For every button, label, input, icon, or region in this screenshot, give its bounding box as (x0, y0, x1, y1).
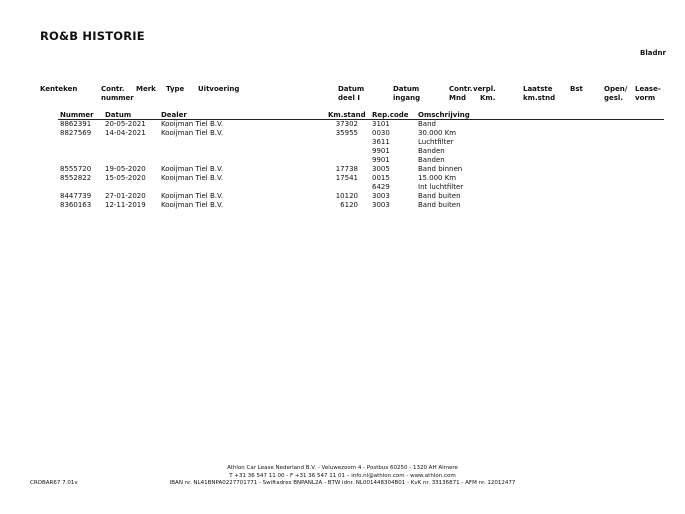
cell-repcode: 3101 (372, 120, 390, 128)
cell-omschrijving: Banden (418, 156, 445, 164)
header-merk: Merk (136, 85, 156, 93)
header-datum-ingang-line2: ingang (393, 94, 421, 102)
cell-dealer: Kooijman Tiel B.V. (161, 165, 224, 173)
cell-datum: 14-04-2021 (105, 129, 146, 137)
subheader-kmstand: Km.stand (328, 111, 366, 119)
cell-omschrijving: 15.000 Km (418, 174, 457, 182)
cell-dealer: Kooijman Tiel B.V. (161, 201, 224, 209)
cell-omschrijving: Band buiten (418, 192, 461, 200)
cell-kmstand: 10120 (335, 192, 358, 200)
cell-nummer: 8360163 (60, 201, 92, 209)
cell-dealer: Kooijman Tiel B.V. (161, 129, 224, 137)
header-laatste-line1: Laatste (523, 85, 553, 93)
cell-kmstand: 17738 (335, 165, 358, 173)
header-bst: Bst (570, 85, 583, 93)
cell-nummer: 8555720 (60, 165, 92, 173)
cell-repcode: 9901 (372, 147, 390, 155)
header-laatste-line2: km.stnd (523, 94, 556, 102)
cell-repcode: 0030 (372, 129, 390, 137)
cell-kmstand: 35955 (335, 129, 358, 137)
cell-omschrijving: Band (418, 120, 436, 128)
header-datum-deel-line1: Datum (338, 85, 365, 93)
cell-nummer: 8447739 (60, 192, 92, 200)
header-type: Type (166, 85, 185, 93)
cell-datum: 12-11-2019 (105, 201, 146, 209)
cell-repcode: 3003 (372, 192, 390, 200)
header-open-line2: gesl. (604, 94, 623, 102)
header-laatste-kmstnd (523, 85, 555, 103)
footer-address: Athlon Car Lease Nederland B.V. - Veluwezoom 4 - Postbus 60250 - 1320 AH Almere (227, 465, 458, 471)
header-contr-mnd-line2: Mnd (449, 94, 466, 102)
cell-omschrijving: Int luchtfilter (418, 183, 464, 191)
cell-omschrijving: Luchtfilter (418, 138, 454, 146)
header-contr-nummer-line1: Contr. (101, 85, 125, 93)
cell-kmstand: 17541 (335, 174, 358, 182)
header-contr-mnd-line1: Contr. (449, 85, 473, 93)
cell-repcode: 3003 (372, 201, 390, 209)
cell-dealer: Kooijman Tiel B.V. (161, 174, 224, 182)
subheader-datum: Datum (105, 111, 132, 119)
header-datum-deel (338, 85, 364, 103)
cell-omschrijving: 30.000 Km (418, 129, 457, 137)
cell-repcode: 3611 (372, 138, 390, 146)
cell-repcode: 9901 (372, 156, 390, 164)
header-datum-deel-line2: deel I (338, 94, 360, 102)
header-contr-nummer-line2: nummer (101, 94, 134, 102)
subheader-dealer: Dealer (161, 111, 187, 119)
cell-repcode: 3005 (372, 165, 390, 173)
cell-datum: 20-05-2021 (105, 120, 146, 128)
cell-nummer: 8862391 (60, 120, 92, 128)
page-title: RO&B HISTORIE (40, 29, 145, 43)
header-lease-line2: vorm (635, 94, 656, 102)
cell-nummer: 8827569 (60, 129, 92, 137)
header-divider (58, 119, 664, 120)
footer-contact: T +31 36 547 11 00 - F +31 36 547 11 01 – info.nl@athlon.com - www.athlon.com (229, 473, 456, 479)
header-open-line1: Open/ (604, 85, 628, 93)
cell-kmstand: 6120 (340, 201, 358, 209)
subheader-omschrijving: Omschrijving (418, 111, 470, 119)
subheader-nummer: Nummer (60, 111, 94, 119)
header-datum-ingang-line1: Datum (393, 85, 420, 93)
header-datum-ingang (393, 85, 420, 103)
header-open-gesl (604, 85, 627, 103)
cell-omschrijving: Band binnen (418, 165, 463, 173)
footer-bank-details: IBAN nr. NL41BNPA0227701771 - Swiftadres BNPANL2A - BTW idnr. NL001448304B01 - KvK nr. 33136871 - AFM nr. 12012477 (169, 480, 516, 486)
header-contr-mnd (449, 85, 472, 103)
header-verpl-km-line2: Km. (480, 94, 496, 102)
cell-datum: 27-01-2020 (105, 192, 146, 200)
cell-dealer: Kooijman Tiel B.V. (161, 120, 224, 128)
header-contr-nummer (101, 85, 134, 103)
cell-nummer: 8552822 (60, 174, 92, 182)
header-kenteken: Kenteken (40, 85, 78, 93)
cell-repcode: 6429 (372, 183, 390, 191)
cell-omschrijving: Band buiten (418, 201, 461, 209)
header-verpl-km-line1: verpl. (473, 85, 496, 93)
header-lease-line1: Lease- (635, 85, 661, 93)
header-lease-vorm (635, 85, 661, 103)
header-verpl-km (473, 85, 496, 103)
cell-kmstand: 37302 (335, 120, 358, 128)
bladnr-label: Bladnr (640, 49, 666, 57)
cell-dealer: Kooijman Tiel B.V. (161, 192, 224, 200)
subheader-repcode: Rep.code (372, 111, 409, 119)
cell-repcode: 0015 (372, 174, 390, 182)
form-code: CROBAR67 7.01v (30, 480, 78, 486)
cell-datum: 19-05-2020 (105, 165, 146, 173)
cell-omschrijving: Banden (418, 147, 445, 155)
header-uitvoering: Uitvoering (198, 85, 240, 93)
cell-datum: 15-05-2020 (105, 174, 146, 182)
